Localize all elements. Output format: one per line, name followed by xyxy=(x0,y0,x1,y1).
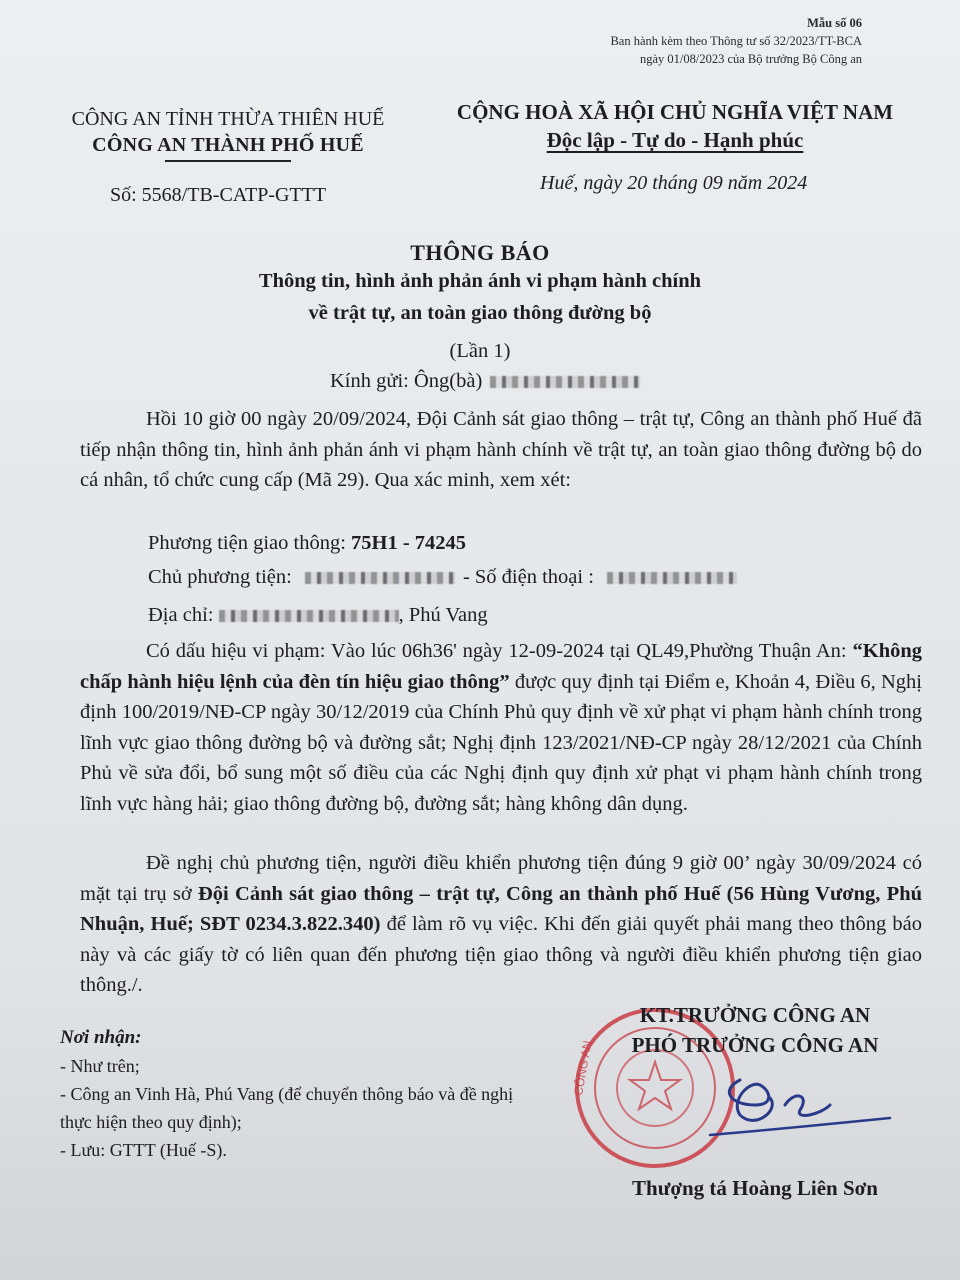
nation-header xyxy=(440,98,910,154)
issuer-header xyxy=(48,106,408,162)
form-reference xyxy=(610,14,862,68)
recipient-item: - Công an Vinh Hà, Phú Vang (để chuyển thông báo và đề nghị thực hiện theo quy định); xyxy=(60,1084,514,1132)
greeting xyxy=(330,370,640,393)
document-subtitle-1: Thông tin, hình ảnh phản ánh vi phạm hành chính xyxy=(258,270,702,292)
handwritten-signature xyxy=(700,1060,900,1150)
document-number: Số: 5568/TB-CATP-GTTT xyxy=(110,184,327,206)
form-line-2: ngày 01/08/2023 của Bộ trưởng Bộ Công an xyxy=(639,52,862,66)
signer-name: Thượng tá Hoàng Liên Sơn xyxy=(632,1176,878,1200)
paragraph-intro-text: Hồi 10 giờ 00 ngày 20/09/2024, Đội Cảnh sát giao thông – trật tự, Công an thành phố Huế đã tiếp nhận thông tin, hình ảnh phản ánh vi phạm hành chính về trật tự, an toàn giao thông đường bộ do cá nhân, tổ chức cung cấp (Mã 29). Qua xác minh, xem xét: xyxy=(80,408,922,492)
nation-line-1: CỘNG HOÀ XÃ HỘI CHỦ NGHĨA VIỆT NAM xyxy=(456,100,894,124)
address-row xyxy=(148,604,488,627)
violation-name: “Không chấp hành hiệu lệnh của đèn tín hiệu giao thông” xyxy=(80,640,922,693)
place-date: Huế, ngày 20 tháng 09 năm 2024 xyxy=(540,172,808,194)
redacted-owner xyxy=(305,572,455,584)
signature-title-1: KT.TRƯỞNG CÔNG AN xyxy=(639,1003,871,1027)
recipients xyxy=(60,1024,530,1164)
recipient-item: - Lưu: GTTT (Huế -S). xyxy=(60,1140,227,1160)
form-number: Mẫu số 06 xyxy=(807,16,862,30)
address-suffix: , Phú Vang xyxy=(398,604,488,626)
issuer-line-2: CÔNG AN THÀNH PHỐ HUẾ xyxy=(92,134,364,156)
greeting-text: Kính gửi: Ông(bà) xyxy=(330,370,483,392)
owner-label: Chủ phương tiện: xyxy=(148,566,297,588)
address-label: Địa chỉ: xyxy=(148,604,219,626)
request-text-1: Đề nghị chủ phương tiện, người điều khiển phương tiện đúng 9 giờ 00’ ngày 30/09/2024 có mặt tại trụ sở xyxy=(80,852,922,905)
signature-title-2: PHÓ TRƯỞNG CÔNG AN xyxy=(631,1033,879,1057)
redacted-phone xyxy=(607,572,737,584)
paragraph-intro xyxy=(80,404,922,496)
phone-label: - Số điện thoại : xyxy=(462,566,600,588)
nation-motto: Độc lập - Tự do - Hạnh phúc xyxy=(546,128,804,152)
form-line-1: Ban hành kèm theo Thông tư số 32/2023/TT-BCA xyxy=(610,34,862,48)
issuer-underline xyxy=(165,160,291,162)
recipient-item: - Như trên; xyxy=(60,1056,140,1076)
paragraph-violation xyxy=(80,636,922,820)
document-title: THÔNG BÁO xyxy=(410,240,550,265)
recipients-heading: Nơi nhận: xyxy=(60,1027,142,1048)
vehicle-row xyxy=(148,532,466,555)
redacted-address xyxy=(219,610,399,622)
request-text-2: để làm rõ vụ việc. Khi đến giải quyết phải mang theo thông báo này và các giấy tờ có liên quan đến phương tiện giao thông và người điều khiển phương tiện giao thông./. xyxy=(80,913,922,997)
paragraph-request xyxy=(80,848,922,1001)
vehicle-plate: 75H1 - 74245 xyxy=(351,532,467,554)
owner-row xyxy=(148,566,737,589)
notice-round: (Lần 1) xyxy=(449,340,511,362)
signature-block xyxy=(590,1000,920,1060)
redacted-name xyxy=(490,376,640,388)
document-subtitle-2: về trật tự, an toàn giao thông đường bộ xyxy=(308,302,652,324)
violation-text-2: được quy định tại Điểm e, Khoản 4, Điều 6, Nghị định 100/2019/NĐ-CP ngày 30/12/2019 của Chính Phủ quy định về xử phạt vi phạm hành chính trong lĩnh vực giao thông đường bộ và đường sắt; Nghị định 123/2021/NĐ-CP ngày 28/12/2021 của Chính Phủ về sửa đổi, bổ sung một số điều của các Nghị định quy định xử phạt vi phạm hành chính trong lĩnh vực hàng hải; giao thông đường bộ, đường sắt; hàng không dân dụng. xyxy=(80,670,922,815)
vehicle-label: Phương tiện giao thông: xyxy=(148,532,352,554)
stamp-text: CÔNG AN xyxy=(571,1039,595,1097)
issuer-line-1: CÔNG AN TỈNH THỪA THIÊN HUẾ xyxy=(71,108,385,130)
request-office: Đội Cảnh sát giao thông – trật tự, Công an thành phố Huế (56 Hùng Vương, Phú Nhuận, Huế; SĐT 0234.3.822.340) xyxy=(80,882,922,936)
violation-text-1: Có dấu hiệu vi phạm: Vào lúc 06h36' ngày 12-09-2024 tại QL49,Phường Thuận An: xyxy=(146,640,853,662)
